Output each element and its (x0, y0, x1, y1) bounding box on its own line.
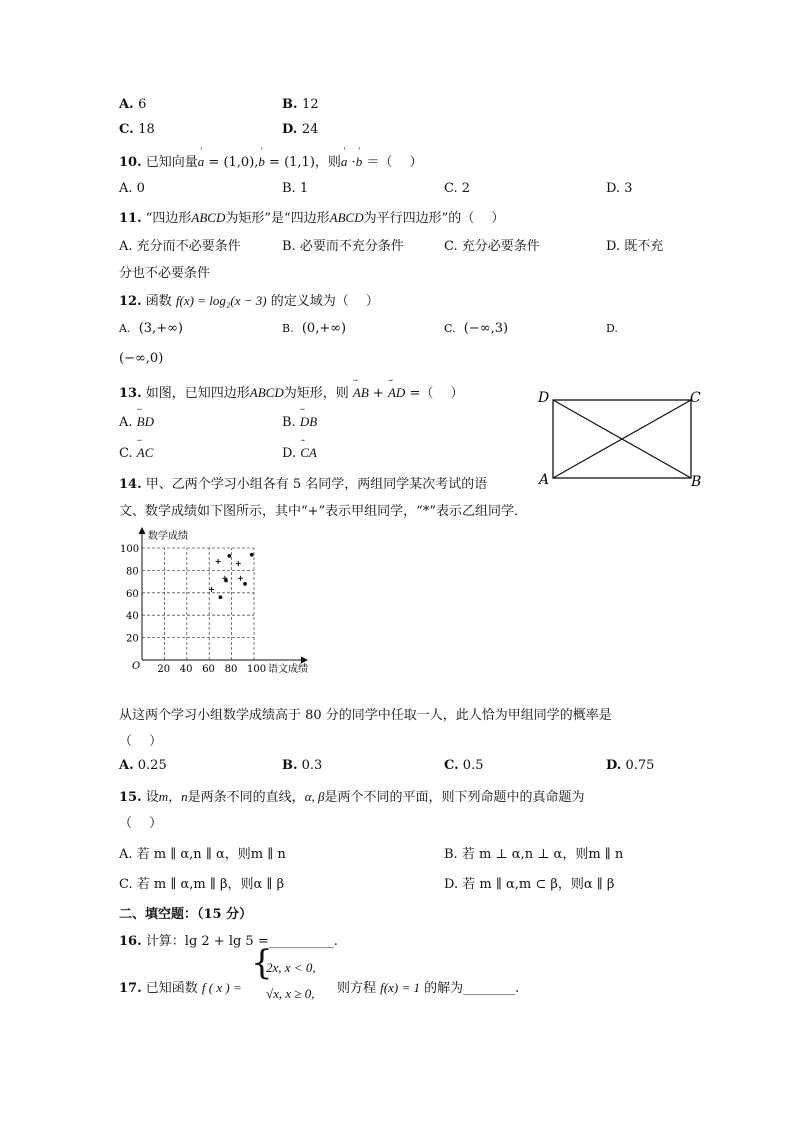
q14-option-a: A. 0.25 (119, 758, 167, 773)
q12-option-a: A. (3,+∞) (119, 321, 183, 336)
q12-option-wrap: (−∞,0) (119, 351, 164, 366)
q11-option-c: C. 充分必要条件 (444, 239, 540, 254)
q9-option-d: D. 24 (282, 122, 319, 137)
q15-option-a: A. 若 m ∥ α,n ∥ α，则m ∥ n (119, 847, 286, 862)
q15-option-c: C. 若 m ∥ α,m ∥ β，则α ∥ β (119, 877, 285, 892)
q17-stem: 17. 已知函数 f ( x ) = (119, 980, 242, 996)
point-plus (238, 576, 243, 581)
point-plus (236, 561, 241, 566)
x-tick-label: 80 (224, 664, 238, 675)
y-tick-label: 40 (126, 611, 139, 623)
q14-stem-line1: 14. 甲、乙两个学习小组各有 5 名同学，两组同学某次考试的语 (119, 477, 488, 492)
y-tick-label: 80 (126, 566, 139, 578)
q17-rest: 则方程 f(x) = 1 的解为________. (337, 980, 520, 996)
q12-stem: 12. 函数 f(x) = log₂(x − 3) 的定义域为（ ） (119, 293, 379, 309)
q15-option-b: B. 若 m ⊥ α,n ⊥ α，则m ∥ n (444, 847, 624, 862)
y-axis-label: 数学成绩 (148, 531, 188, 542)
q14-option-d: D. 0.75 (606, 758, 655, 773)
x-tick-label: 20 (157, 664, 171, 675)
q10-stem: 10. 已知向量' a = (1,0),' b = (1,1)，则' a ·' b ＝（ ） (119, 151, 422, 170)
q14-question: 从这两个学习小组数学成绩高于 80 分的同学中任取一人，此人恰为甲组同学的概率是 (119, 708, 612, 723)
x-axis-label: 语文成绩 (268, 664, 308, 675)
x-tick-label: 100 (247, 664, 267, 675)
label-d: D (538, 390, 550, 406)
point-star (219, 595, 223, 599)
q11-option-b: B. 必要而不充分条件 (282, 239, 404, 254)
origin-label: O (132, 661, 141, 672)
point-plus (216, 559, 221, 564)
piecewise-brace: { (251, 943, 273, 983)
q12-option-c: C. (−∞,3) (444, 321, 509, 336)
point-star (224, 579, 228, 583)
q14-paren: （ ） (119, 734, 163, 749)
point-plus (209, 587, 214, 592)
q12-option-d: D. (606, 322, 618, 335)
q13-option-d: D. ᵕᵕᵕ CA (282, 445, 317, 461)
q10-option-b: B. 1 (282, 181, 309, 196)
q14-stem-line2: 文、数学成绩如下图所示，其中“+”表示甲组同学，“*”表示乙组同学． (119, 504, 527, 519)
label-c: C (690, 390, 701, 406)
q17-case2: √x, x ≥ 0, (266, 986, 315, 1001)
rectangle-figure (535, 387, 710, 492)
q16-stem: 16. 计算：lg 2 + lg 5 =__________. (119, 934, 338, 949)
q9-option-c: C. 18 (119, 122, 155, 137)
q15-option-d: D. 若 m ∥ α,m ⊂ β，则α ∥ β (444, 877, 615, 892)
q11-option-a: A. 充分而不必要条件 (119, 239, 241, 254)
q15-stem: 15. 设m，n是两条不同的直线，α, β是两个不同的平面，则下列命题中的真命题为 (119, 789, 585, 805)
q17-case1: 2x, x < 0, (266, 960, 316, 975)
q10-number: 10. (119, 155, 142, 170)
q13-stem: 13. 如图，已知四边形ABCD为矩形，则 ᵕᵕᵕ AB + ᵕᵕᵕ AD =（ ） (119, 382, 463, 401)
q11-option-wrap: 分也不必要条件 (119, 266, 211, 281)
point-star (227, 554, 231, 558)
y-tick-label: 100 (120, 544, 140, 555)
q14-option-c: C. 0.5 (444, 758, 484, 773)
q11-stem: 11. “四边形ABCD为矩形”是“四边形ABCD为平行四边形”的（ ） (119, 210, 505, 226)
q15-paren: （ ） (119, 816, 163, 831)
q13-option-a: A. ᵕᵕᵕ BD (119, 414, 154, 430)
q10-option-a: A. 0 (119, 181, 145, 196)
q13-option-c: C. ᵕᵕᵕ AC (119, 445, 153, 461)
q12-option-b: B. (0,+∞) (282, 321, 347, 336)
point-star (250, 553, 254, 557)
q9-option-b: B. 12 (282, 97, 319, 112)
q9-option-a: A. 6 (119, 97, 147, 112)
point-star (243, 582, 247, 586)
section-title: 二、填空题：（15 分） (119, 907, 253, 922)
q11-option-d: D. 既不充 (606, 239, 664, 254)
y-tick-label: 60 (126, 588, 139, 600)
label-b: B (691, 474, 702, 490)
label-a: A (539, 472, 550, 488)
x-tick-label: 60 (202, 664, 215, 675)
q13-option-b: B. ᵕᵕᵕ DB (282, 414, 317, 430)
grid-layer (142, 548, 254, 660)
q10-option-d: D. 3 (606, 181, 633, 196)
x-tick-label: 40 (179, 664, 193, 675)
scatter-chart (118, 525, 318, 675)
q10-option-c: C. 2 (444, 181, 471, 196)
y-tick-label: 20 (126, 633, 139, 645)
q14-option-b: B. 0.3 (282, 758, 323, 773)
